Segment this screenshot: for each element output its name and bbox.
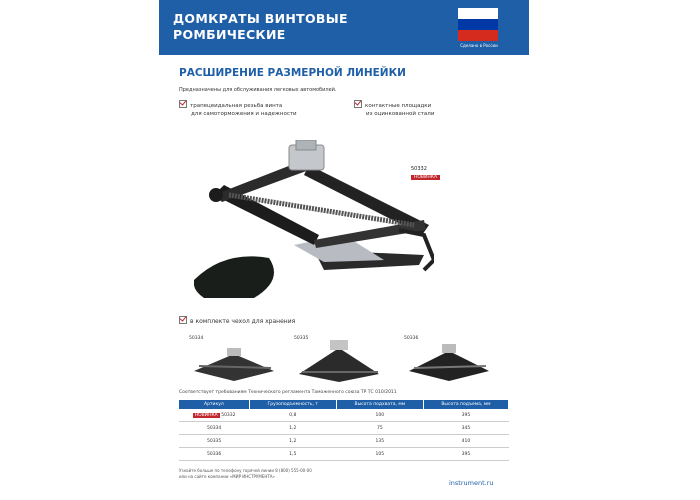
jack-variant-image — [294, 336, 384, 386]
footer-line: Узнайте больше по телефону горячей линии 8 (800) 555-00-00 — [179, 468, 312, 473]
column-header: Артикул — [179, 400, 249, 409]
variant-code: 50334 — [189, 336, 204, 341]
capacity-cell: 0,8 — [249, 409, 336, 422]
footer-line: или на сайте компании «МИР ИНСТРУМЕНТА» — [179, 474, 275, 479]
table-row — [179, 448, 509, 461]
column-header: Грузоподъемность, т — [249, 400, 336, 409]
lift-cell: 345 — [423, 422, 508, 435]
page-title-line2: РОМБИЧЕСКИЕ — [173, 27, 286, 42]
pickup-cell: 75 — [336, 422, 423, 435]
article-cell: 50336 — [179, 448, 249, 461]
checkbox-icon — [179, 316, 187, 324]
new-badge: НОВИНКА — [194, 412, 218, 418]
feature-item — [354, 100, 434, 118]
feature-text: трапецеидальная резьба винта — [190, 103, 283, 109]
product-code: 50332 — [411, 166, 427, 172]
capacity-cell: 1,2 — [249, 422, 336, 435]
lead-text: Предназначены для обслуживания легковых автомобилей. — [179, 87, 337, 93]
header-banner — [159, 0, 529, 55]
case-feature — [179, 316, 295, 325]
table-row — [179, 409, 509, 422]
case-feature-text: в комплекте чехол для хранения — [190, 318, 296, 325]
scissor-jack-image — [194, 140, 434, 300]
footer-note — [179, 468, 312, 480]
site-link[interactable]: instrument.ru — [449, 479, 494, 487]
table-row — [179, 435, 509, 448]
feature-text: контактные площадки — [365, 103, 432, 109]
capacity-cell: 1,5 — [249, 448, 336, 461]
jack-variant-image — [404, 336, 494, 386]
table-header-row — [179, 400, 509, 409]
flag-caption: Сделано в России — [460, 43, 498, 48]
compliance-note: Соответствует требованиям Технического регламента Таможенного союза ТР ТС 010/2011 — [179, 390, 397, 395]
feature-text: для самоторможения и надежности — [191, 111, 297, 117]
russia-flag-icon — [458, 8, 498, 41]
pickup-cell: 135 — [336, 435, 423, 448]
article-cell: 50334 — [179, 422, 249, 435]
article-cell: 50335 — [179, 435, 249, 448]
pickup-cell: 100 — [336, 409, 423, 422]
column-header: Высота подъема, мм — [423, 400, 508, 409]
feature-text: из оцинкованной стали — [366, 111, 435, 117]
page-title-line1: ДОМКРАТЫ ВИНТОВЫЕ — [173, 11, 348, 26]
catalog-page — [159, 0, 529, 500]
spec-table — [179, 400, 509, 461]
feature-item — [179, 100, 297, 118]
new-badge: НОВИНКА — [411, 175, 440, 180]
checkbox-icon — [354, 100, 362, 108]
column-header: Высота подхвата, мм — [336, 400, 423, 409]
lift-cell: 410 — [423, 435, 508, 448]
article-cell — [179, 409, 249, 422]
lift-cell: 395 — [423, 409, 508, 422]
checkbox-icon — [179, 100, 187, 108]
lift-cell: 395 — [423, 448, 508, 461]
variant-code: 50335 — [294, 336, 309, 341]
capacity-cell: 1,2 — [249, 435, 336, 448]
jack-variant-image — [189, 336, 279, 386]
section-subtitle: РАСШИРЕНИЕ РАЗМЕРНОЙ ЛИНЕЙКИ — [179, 67, 406, 79]
article-value: 50332 — [221, 412, 236, 418]
variant-code: 50336 — [404, 336, 419, 341]
table-row — [179, 422, 509, 435]
pickup-cell: 105 — [336, 448, 423, 461]
